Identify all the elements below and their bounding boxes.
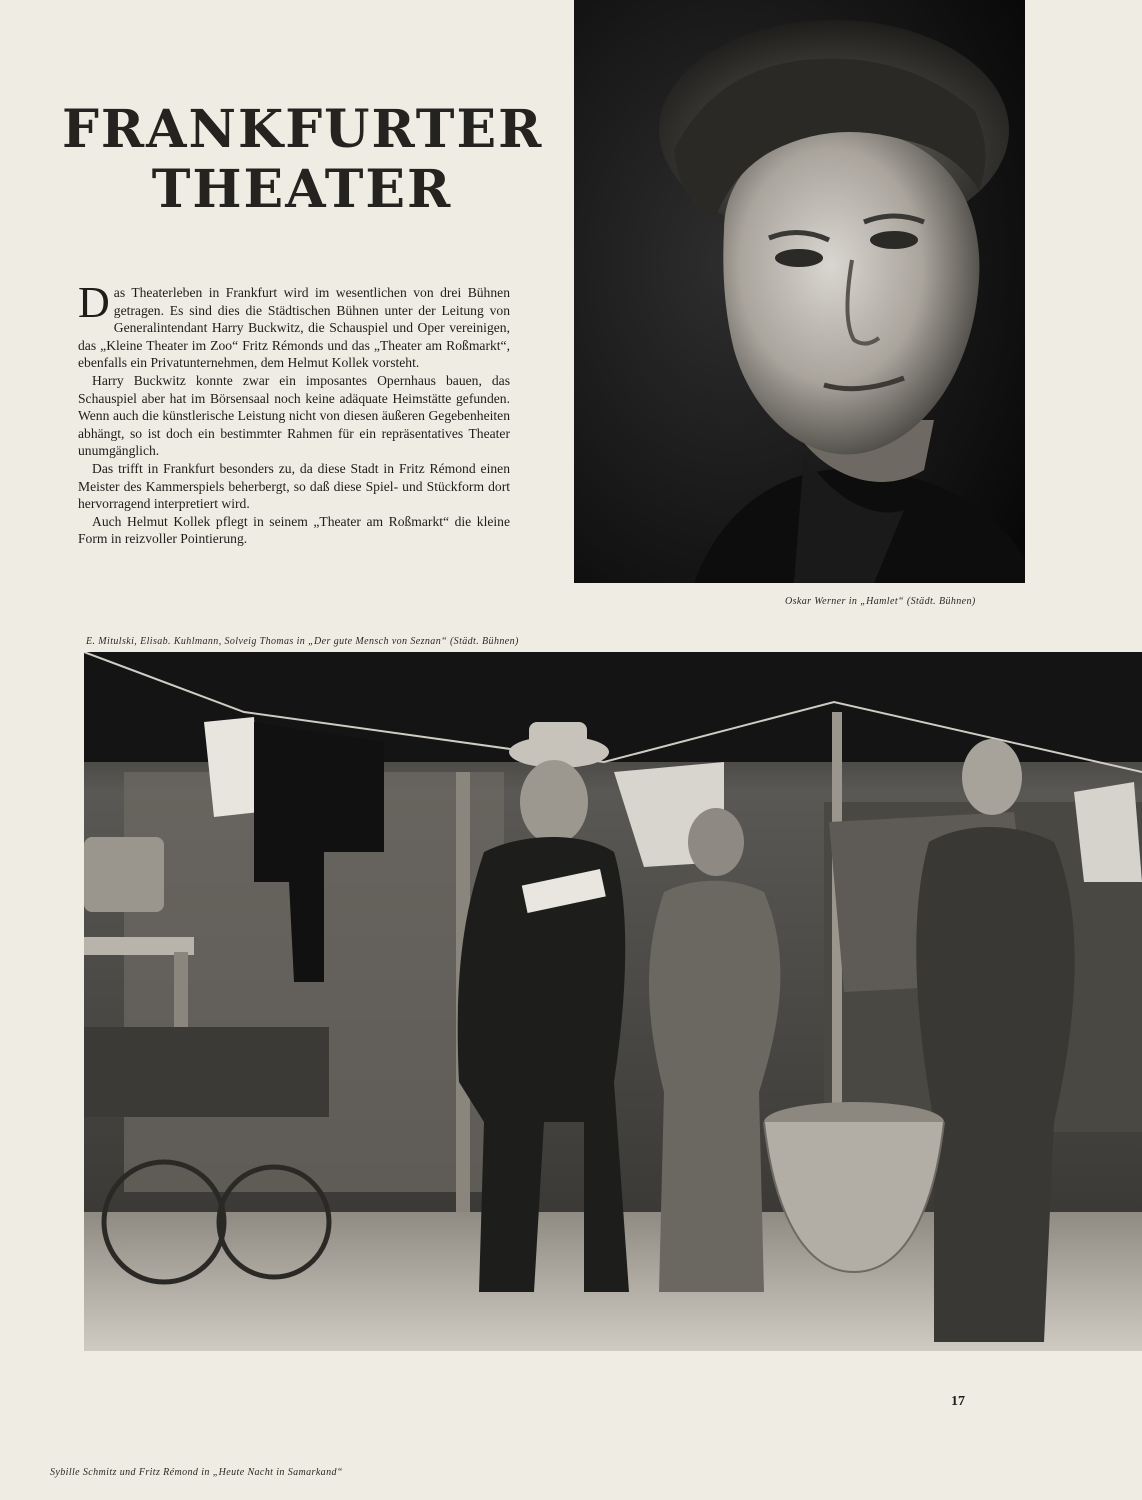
stage-photo xyxy=(84,652,1142,1351)
article-paragraph: Harry Buckwitz konnte zwar ein imposantes Opernhaus bauen, das Schauspiel aber hat im Börsensaal noch keine adäquate Heimstätte gefunden. Wenn auch die künstlerische Leistung nicht von diesen äußeren Gegebenheiten abhängt, so ist doch ein bestimmter Rahmen für ein repräsentatives Theater unumgänglich. xyxy=(78,372,510,459)
article-paragraph: Das Theaterleben in Frankfurt wird im wesentlichen von drei Bühnen getragen. Es sind dies die Städtischen Bühnen unter der Leitung von Generalintendant Harry Buckwitz, die Schauspiel und Oper vereinigen, das „Kleine Theater im Zoo“ Fritz Rémonds und das „Theater am Roßmarkt“, ebenfalls ein Privatunternehmen, dem Helmut Kollek vorsteht. xyxy=(78,278,510,371)
article-paragraph: Auch Helmut Kollek pflegt in seinem „Theater am Roßmarkt“ die kleine Form in reizvoller Pointierung. xyxy=(78,513,510,547)
drop-cap: D xyxy=(78,278,110,327)
portrait-caption: Oskar Werner in „Hamlet“ (Städt. Bühnen) xyxy=(785,596,976,607)
portrait-photo xyxy=(574,0,1025,583)
page-number: 17 xyxy=(951,1394,965,1409)
article-paragraph: Das trifft in Frankfurt besonders zu, da diese Stadt in Fritz Rémond einen Meister des Kammerspiels beherbergt, so daß diese Spiel- und Stückform dort hervorragend interpretiert wird. xyxy=(78,460,510,512)
headline-line-1: FRANKFURTER xyxy=(62,99,544,160)
headline-line-2: THEATER xyxy=(151,159,453,220)
stage-caption: E. Mitulski, Elisab. Kuhlmann, Solveig Thomas in „Der gute Mensch von Seznan“ (Städt. Bühnen) xyxy=(86,636,519,647)
headline xyxy=(62,100,542,220)
article-body xyxy=(78,278,510,548)
bottom-caption: Sybille Schmitz und Fritz Rémond in „Heute Nacht in Samarkand“ xyxy=(50,1467,343,1478)
